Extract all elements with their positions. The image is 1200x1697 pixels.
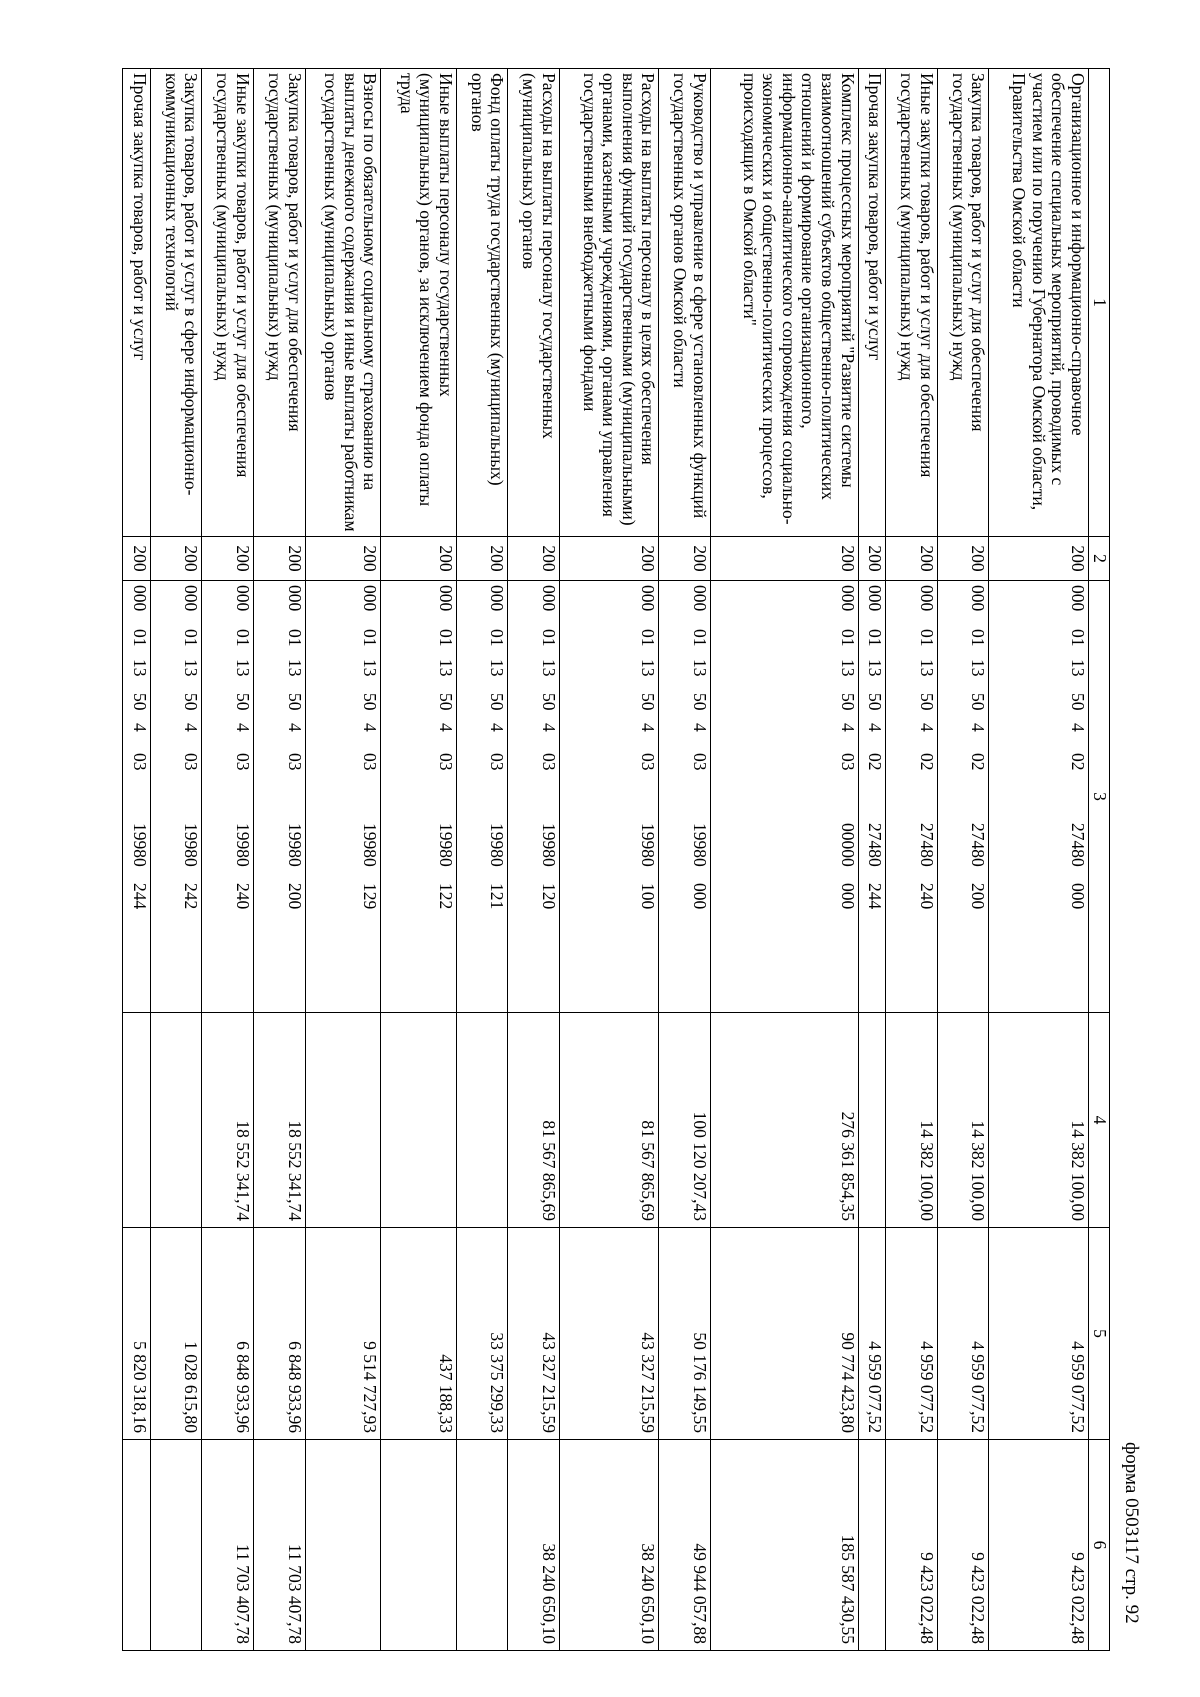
- code-segment: 000: [968, 585, 989, 612]
- code-segment: 03: [232, 753, 253, 771]
- table-row: [711, 69, 859, 1651]
- code-segment: 01: [690, 629, 711, 647]
- code-segment: 244: [865, 883, 886, 910]
- code-segment: 50: [690, 693, 711, 711]
- code-segment: 000: [181, 585, 202, 612]
- code-segment: 27480: [968, 823, 989, 867]
- code-segment: 01: [538, 629, 559, 647]
- code-segment: 03: [284, 753, 305, 771]
- table-row: [123, 69, 151, 1651]
- column-header: 3: [1089, 581, 1110, 1013]
- code-segment: 50: [1068, 693, 1088, 711]
- row-classification-code: [858, 581, 886, 1013]
- code-segment: 000: [232, 585, 253, 612]
- row-classification-code: [711, 581, 859, 1013]
- column-header: 1: [1089, 69, 1110, 537]
- approved-amount: [123, 1013, 151, 1228]
- code-segment: 121: [487, 883, 508, 910]
- code-segment: 01: [865, 629, 886, 647]
- row-line-code: 200: [886, 537, 938, 581]
- row-name: Прочая закупка товаров, работ и услуг: [858, 69, 886, 537]
- unexecuted-amount: 38 240 650,10: [508, 1440, 560, 1651]
- code-segment: 01: [435, 629, 456, 647]
- code-segment: 000: [435, 585, 456, 612]
- code-segment: 4: [865, 723, 886, 732]
- code-segment: 000: [1068, 883, 1088, 910]
- table-row: [989, 69, 1089, 1651]
- code-segment: 240: [916, 883, 937, 910]
- row-line-code: 200: [508, 537, 560, 581]
- row-line-code: 200: [456, 537, 508, 581]
- code-segment: 4: [129, 723, 150, 732]
- unexecuted-amount: 185 587 430,55: [711, 1440, 859, 1651]
- code-segment: 13: [487, 659, 508, 677]
- code-segment: 19980: [638, 823, 659, 867]
- code-segment: 200: [968, 883, 989, 910]
- code-segment: 13: [1068, 659, 1088, 677]
- row-line-code: 200: [253, 537, 305, 581]
- unexecuted-amount: 9 423 022,48: [937, 1440, 989, 1651]
- unexecuted-amount: [305, 1440, 381, 1651]
- code-segment: 50: [916, 693, 937, 711]
- approved-amount: 14 382 100,00: [937, 1013, 989, 1228]
- row-name: Комплекс процессных мероприятий "Развитие системы взаимоотношений субъектов общественно-политических отношений и формирование организационного, информационно-аналитического сопровождения социально-экономических и общественно-политических процессов, происходящих в Омской области": [711, 69, 859, 537]
- code-segment: 13: [865, 659, 886, 677]
- code-segment: 4: [360, 723, 381, 732]
- approved-amount: [381, 1013, 457, 1228]
- code-segment: 50: [968, 693, 989, 711]
- code-segment: 19980: [360, 823, 381, 867]
- unexecuted-amount: 11 703 407,78: [202, 1440, 254, 1651]
- code-segment: 13: [690, 659, 711, 677]
- code-segment: 4: [638, 723, 659, 732]
- code-segment: 4: [487, 723, 508, 732]
- row-name: Расходы на выплаты персоналу в целях обеспечения выполнения функций государственными (муниципальными) органами, казенными учреждениями, органами управления государственными внебюджетными фондами: [559, 69, 659, 537]
- code-segment: 13: [968, 659, 989, 677]
- code-segment: 01: [181, 629, 202, 647]
- code-segment: 000: [690, 585, 711, 612]
- code-segment: 27480: [1068, 823, 1088, 867]
- code-segment: 13: [232, 659, 253, 677]
- code-segment: 50: [487, 693, 508, 711]
- code-segment: 02: [916, 753, 937, 771]
- code-segment: 01: [284, 629, 305, 647]
- row-line-code: 200: [123, 537, 151, 581]
- executed-amount: 5 820 318,16: [123, 1228, 151, 1440]
- table-row: [508, 69, 560, 1651]
- row-classification-code: [559, 581, 659, 1013]
- table-row: [659, 69, 711, 1651]
- executed-amount: 33 375 299,33: [456, 1228, 508, 1440]
- approved-amount: 81 567 865,69: [508, 1013, 560, 1228]
- code-segment: 01: [916, 629, 937, 647]
- approved-amount: 14 382 100,00: [886, 1013, 938, 1228]
- row-classification-code: [381, 581, 457, 1013]
- row-line-code: 200: [989, 537, 1089, 581]
- approved-amount: 276 361 854,35: [711, 1013, 859, 1228]
- code-segment: 02: [1068, 753, 1088, 771]
- row-classification-code: [937, 581, 989, 1013]
- code-segment: 240: [232, 883, 253, 910]
- code-segment: 100: [638, 883, 659, 910]
- row-classification-code: [659, 581, 711, 1013]
- budget-table: [122, 68, 1110, 1651]
- table-row: [381, 69, 457, 1651]
- executed-amount: 9 514 727,93: [305, 1228, 381, 1440]
- code-segment: 000: [538, 585, 559, 612]
- executed-amount: 50 176 149,55: [659, 1228, 711, 1440]
- column-number-row: [1089, 69, 1110, 1651]
- table-row: [305, 69, 381, 1651]
- row-name: Закупка товаров, работ и услуг для обеспечения государственных (муниципальных) нужд: [253, 69, 305, 537]
- row-name: Иные выплаты персоналу государственных (муниципальных) органов, за исключением фонда оплаты труда: [381, 69, 457, 537]
- approved-amount: 18 552 341,74: [202, 1013, 254, 1228]
- code-segment: 4: [916, 723, 937, 732]
- row-classification-code: [123, 581, 151, 1013]
- code-segment: 000: [487, 585, 508, 612]
- code-segment: 50: [638, 693, 659, 711]
- code-segment: 19980: [181, 823, 202, 867]
- row-line-code: 200: [202, 537, 254, 581]
- code-segment: 03: [360, 753, 381, 771]
- code-segment: 4: [435, 723, 456, 732]
- code-segment: 19980: [538, 823, 559, 867]
- executed-amount: 90 774 423,80: [711, 1228, 859, 1440]
- code-segment: 4: [181, 723, 202, 732]
- code-segment: 129: [360, 883, 381, 910]
- executed-amount: 1 028 615,80: [150, 1228, 202, 1440]
- code-segment: 02: [865, 753, 886, 771]
- code-segment: 000: [837, 585, 858, 612]
- code-segment: 03: [129, 753, 150, 771]
- code-segment: 50: [284, 693, 305, 711]
- row-classification-code: [305, 581, 381, 1013]
- row-line-code: 200: [659, 537, 711, 581]
- code-segment: 50: [232, 693, 253, 711]
- row-name: Иные закупки товаров, работ и услуг для обеспечения государственных (муниципальных) нужд: [202, 69, 254, 537]
- code-segment: 19980: [232, 823, 253, 867]
- code-segment: 13: [916, 659, 937, 677]
- approved-amount: [150, 1013, 202, 1228]
- code-segment: 13: [129, 659, 150, 677]
- column-header: 4: [1089, 1013, 1110, 1228]
- code-segment: 03: [837, 753, 858, 771]
- approved-amount: [858, 1013, 886, 1228]
- code-segment: 13: [181, 659, 202, 677]
- executed-amount: 4 959 077,52: [858, 1228, 886, 1440]
- code-segment: 03: [538, 753, 559, 771]
- code-segment: 50: [538, 693, 559, 711]
- table-row: [253, 69, 305, 1651]
- table-row: [559, 69, 659, 1651]
- code-segment: 000: [837, 883, 858, 910]
- code-segment: 01: [1068, 629, 1088, 647]
- executed-amount: 437 188,33: [381, 1228, 457, 1440]
- code-segment: 13: [435, 659, 456, 677]
- form-label: форма 0503117 стр. 92: [1121, 1442, 1142, 1624]
- code-segment: 000: [129, 585, 150, 612]
- executed-amount: 4 959 077,52: [886, 1228, 938, 1440]
- unexecuted-amount: 9 423 022,48: [989, 1440, 1089, 1651]
- table-row: [456, 69, 508, 1651]
- code-segment: 4: [1068, 723, 1088, 732]
- approved-amount: 100 120 207,43: [659, 1013, 711, 1228]
- row-classification-code: [508, 581, 560, 1013]
- code-segment: 50: [181, 693, 202, 711]
- executed-amount: 4 959 077,52: [937, 1228, 989, 1440]
- code-segment: 03: [435, 753, 456, 771]
- code-segment: 120: [538, 883, 559, 910]
- unexecuted-amount: [123, 1440, 151, 1651]
- code-segment: 000: [360, 585, 381, 612]
- row-name: Организационное и информационно-справочное обеспечение специальных мероприятий, проводимых с участием или по поручению Губернатора Омской области, Правительства Омской области: [989, 69, 1089, 537]
- row-classification-code: [989, 581, 1089, 1013]
- column-header: 6: [1089, 1440, 1110, 1651]
- approved-amount: [305, 1013, 381, 1228]
- code-segment: 00000: [837, 823, 858, 867]
- code-segment: 200: [284, 883, 305, 910]
- row-name: Расходы на выплаты персоналу государственных (муниципальных) органов: [508, 69, 560, 537]
- code-segment: 4: [284, 723, 305, 732]
- unexecuted-amount: [150, 1440, 202, 1651]
- unexecuted-amount: 49 944 057,88: [659, 1440, 711, 1651]
- executed-amount: 6 848 933,96: [253, 1228, 305, 1440]
- approved-amount: 14 382 100,00: [989, 1013, 1089, 1228]
- code-segment: 50: [435, 693, 456, 711]
- code-segment: 27480: [916, 823, 937, 867]
- code-segment: 03: [181, 753, 202, 771]
- code-segment: 01: [360, 629, 381, 647]
- code-segment: 19980: [690, 823, 711, 867]
- unexecuted-amount: [456, 1440, 508, 1651]
- row-line-code: 200: [150, 537, 202, 581]
- code-segment: 4: [968, 723, 989, 732]
- code-segment: 19980: [129, 823, 150, 867]
- executed-amount: 6 848 933,96: [202, 1228, 254, 1440]
- code-segment: 000: [865, 585, 886, 612]
- executed-amount: 43 327 215,59: [559, 1228, 659, 1440]
- code-segment: 03: [487, 753, 508, 771]
- unexecuted-amount: [381, 1440, 457, 1651]
- unexecuted-amount: 9 423 022,48: [886, 1440, 938, 1651]
- code-segment: 01: [232, 629, 253, 647]
- unexecuted-amount: [858, 1440, 886, 1651]
- row-classification-code: [202, 581, 254, 1013]
- row-name: Фонд оплаты труда государственных (муниципальных) органов: [456, 69, 508, 537]
- code-segment: 19980: [487, 823, 508, 867]
- row-name: Прочая закупка товаров, работ и услуг: [123, 69, 151, 537]
- table-row: [937, 69, 989, 1651]
- code-segment: 4: [538, 723, 559, 732]
- row-line-code: 200: [937, 537, 989, 581]
- code-segment: 000: [916, 585, 937, 612]
- row-classification-code: [253, 581, 305, 1013]
- table-row: [858, 69, 886, 1651]
- code-segment: 122: [435, 883, 456, 910]
- code-segment: 4: [232, 723, 253, 732]
- executed-amount: 43 327 215,59: [508, 1228, 560, 1440]
- code-segment: 000: [284, 585, 305, 612]
- row-line-code: 200: [305, 537, 381, 581]
- code-segment: 19980: [284, 823, 305, 867]
- code-segment: 13: [538, 659, 559, 677]
- row-name: Закупка товаров, работ и услуг для обеспечения государственных (муниципальных) нужд: [937, 69, 989, 537]
- code-segment: 02: [968, 753, 989, 771]
- code-segment: 50: [837, 693, 858, 711]
- row-line-code: 200: [858, 537, 886, 581]
- code-segment: 13: [638, 659, 659, 677]
- table-row: [886, 69, 938, 1651]
- row-line-code: 200: [381, 537, 457, 581]
- column-header: 5: [1089, 1228, 1110, 1440]
- approved-amount: 81 567 865,69: [559, 1013, 659, 1228]
- row-classification-code: [150, 581, 202, 1013]
- unexecuted-amount: 11 703 407,78: [253, 1440, 305, 1651]
- code-segment: 13: [284, 659, 305, 677]
- code-segment: 000: [638, 585, 659, 612]
- table-body: [123, 69, 1089, 1651]
- code-segment: 13: [837, 659, 858, 677]
- code-segment: 01: [837, 629, 858, 647]
- code-segment: 50: [129, 693, 150, 711]
- row-name: Иные закупки товаров, работ и услуг для обеспечения государственных (муниципальных) нужд: [886, 69, 938, 537]
- row-name: Взносы по обязательному социальному страхованию на выплаты денежного содержания и иные выплаты работникам государственных (муниципальных) органов: [305, 69, 381, 537]
- row-line-code: 200: [711, 537, 859, 581]
- row-classification-code: [456, 581, 508, 1013]
- code-segment: 03: [690, 753, 711, 771]
- code-segment: 13: [360, 659, 381, 677]
- code-segment: 242: [181, 883, 202, 910]
- approved-amount: [456, 1013, 508, 1228]
- code-segment: 000: [690, 883, 711, 910]
- table-row: [202, 69, 254, 1651]
- code-segment: 01: [487, 629, 508, 647]
- unexecuted-amount: 38 240 650,10: [559, 1440, 659, 1651]
- code-segment: 03: [638, 753, 659, 771]
- row-name: Руководство и управление в сфере установленных функций государственных органов Омской области: [659, 69, 711, 537]
- code-segment: 4: [837, 723, 858, 732]
- code-segment: 27480: [865, 823, 886, 867]
- code-segment: 50: [865, 693, 886, 711]
- column-header: 2: [1089, 537, 1110, 581]
- code-segment: 244: [129, 883, 150, 910]
- code-segment: 50: [360, 693, 381, 711]
- code-segment: 000: [1068, 585, 1088, 612]
- code-segment: 01: [638, 629, 659, 647]
- row-name: Закупка товаров, работ и услуг в сфере информационно-коммуникационных технологий: [150, 69, 202, 537]
- row-line-code: 200: [559, 537, 659, 581]
- executed-amount: 4 959 077,52: [989, 1228, 1089, 1440]
- table-row: [150, 69, 202, 1651]
- code-segment: 19980: [435, 823, 456, 867]
- approved-amount: 18 552 341,74: [253, 1013, 305, 1228]
- row-classification-code: [886, 581, 938, 1013]
- code-segment: 01: [968, 629, 989, 647]
- code-segment: 01: [129, 629, 150, 647]
- code-segment: 4: [690, 723, 711, 732]
